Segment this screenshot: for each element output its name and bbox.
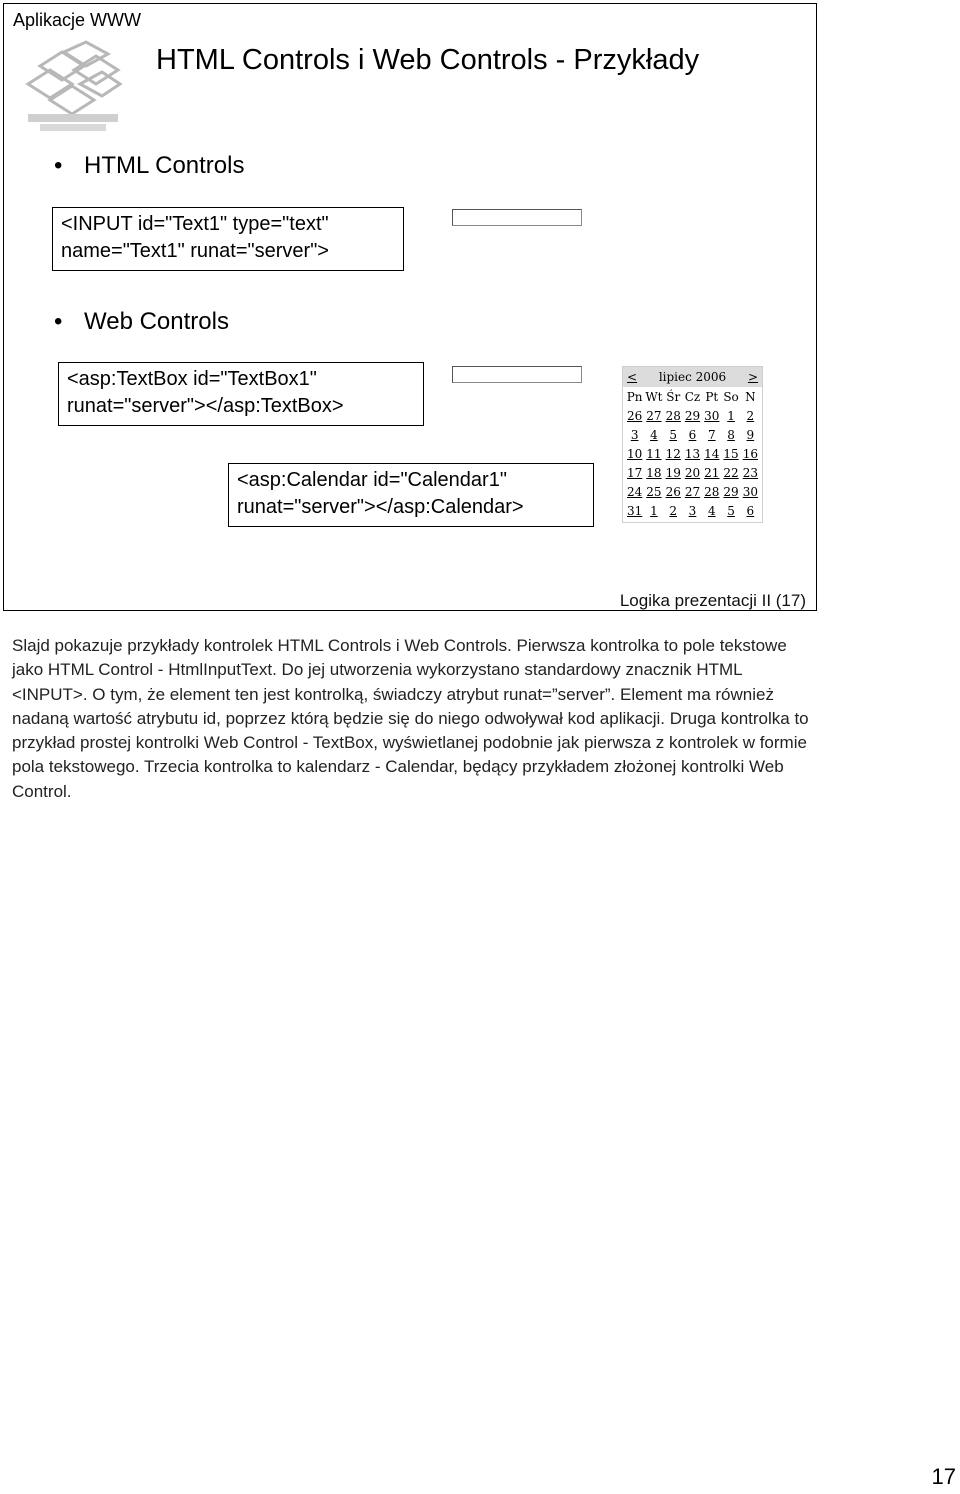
web-textbox-input[interactable] [452, 366, 582, 383]
calendar-day-link[interactable]: 16 [742, 447, 758, 461]
notes-paragraph: Slajd pokazuje przykłady kontrolek HTML Controls i Web Controls. Pierwsza kontrolka to pole tekstowe jako HTML Control - HtmlInputText. Do jej utworzenia wykorzystano standardowy znacznik HTML <INPUT>. O tym, że element ten jest kontrolką, świadczy atrybut runat=”server”. Element ma również nadaną wartość atrybutu id, poprzez którą będzie się do niego odwoływał kod aplikacji. Druga kontrolka to przykład prostej kontrolki Web Control - TextBox, wyświetlanej podobnie jak pierwsza z kontrolek w formie pola tekstowego. Trzecia kontrolka to kalendarz - Calendar, będący przykładem złożonej kontrolki Web Control. [12, 636, 809, 801]
calendar-day-link[interactable]: 2 [746, 409, 755, 423]
bullet-dot-icon: • [54, 308, 63, 335]
calendar-day-link[interactable]: 14 [704, 447, 720, 461]
calendar-day-link[interactable]: 6 [688, 428, 697, 442]
calendar-next-link[interactable]: > [747, 370, 758, 384]
calendar-day-link[interactable]: 5 [727, 504, 735, 518]
calendar-day-link[interactable]: 23 [742, 466, 758, 480]
calendar-day-link[interactable]: 15 [723, 447, 739, 461]
page-number: 17 [931, 1464, 956, 1489]
calendar-day-link[interactable]: 2 [669, 504, 678, 518]
calendar-day-link[interactable]: 4 [650, 428, 658, 442]
calendar-day-link[interactable]: 17 [627, 466, 643, 480]
calendar-day-link[interactable]: 27 [646, 409, 662, 423]
calendar-day-link[interactable]: 26 [627, 409, 643, 423]
code-box-calendar: <asp:Calendar id="Calendar1" runat="server"></asp:Calendar> [228, 463, 594, 527]
calendar-day-link[interactable]: 10 [627, 447, 643, 461]
calendar-day-link[interactable]: 3 [688, 504, 697, 518]
calendar-weekday: So [723, 390, 739, 404]
calendar-day-link[interactable]: 12 [665, 447, 681, 461]
calendar-day-link[interactable]: 1 [650, 504, 658, 518]
calendar-day-link[interactable]: 20 [684, 466, 701, 480]
university-logo-icon [20, 40, 126, 134]
calendar-day-link[interactable]: 1 [727, 409, 735, 423]
calendar-grid [623, 387, 762, 522]
calendar-day-link[interactable]: 29 [723, 485, 739, 499]
calendar-weekday: Cz [684, 390, 701, 404]
calendar [622, 366, 763, 523]
calendar-day-link[interactable]: 28 [665, 409, 681, 423]
calendar-day-link[interactable]: 8 [727, 428, 735, 442]
calendar-prev-link[interactable]: < [627, 370, 638, 384]
calendar-day-link[interactable]: 27 [684, 485, 701, 499]
calendar-day-link[interactable]: 24 [627, 485, 643, 499]
calendar-day-link[interactable]: 30 [742, 485, 758, 499]
calendar-day-link[interactable]: 25 [646, 485, 662, 499]
calendar-day-link[interactable]: 30 [704, 409, 720, 423]
calendar-day-link[interactable]: 29 [684, 409, 701, 423]
calendar-day-link[interactable]: 28 [704, 485, 720, 499]
calendar-day-link[interactable]: 18 [646, 466, 662, 480]
html-text-input[interactable] [452, 209, 582, 226]
calendar-day-link[interactable]: 3 [630, 428, 639, 442]
calendar-day-link[interactable]: 13 [684, 447, 701, 461]
calendar-weekday: N [745, 390, 756, 404]
calendar-day-link[interactable]: 9 [746, 428, 755, 442]
code-box-textbox: <asp:TextBox id="TextBox1" runat="server"></asp:TextBox> [58, 362, 424, 426]
calendar-day-link[interactable]: 5 [669, 428, 678, 442]
bullet-web-controls: • Web Controls [54, 308, 229, 335]
calendar-month-label: lipiec 2006 [658, 370, 727, 384]
calendar-weekday: Wt [645, 390, 663, 404]
calendar-weekday: Pt [705, 390, 719, 404]
calendar-day-link[interactable]: 11 [646, 447, 662, 461]
calendar-day-link[interactable]: 7 [707, 428, 716, 442]
calendar-day-link[interactable]: 26 [665, 485, 681, 499]
calendar-header [623, 367, 762, 387]
slide-title: HTML Controls i Web Controls - Przykłady [156, 44, 700, 76]
calendar-day-link[interactable]: 22 [723, 466, 739, 480]
calendar-day-link[interactable]: 19 [665, 466, 681, 480]
calendar-day-link[interactable]: 6 [746, 504, 755, 518]
header-label: Aplikacje WWW [13, 10, 142, 30]
calendar-weekday: Pn [626, 390, 643, 404]
calendar-day-link[interactable]: 4 [707, 504, 716, 518]
calendar-day-link[interactable]: 21 [704, 466, 720, 480]
calendar-weekday: Śr [666, 390, 681, 404]
code-box-html-input: <INPUT id="Text1" type="text" name="Text1" runat="server"> [52, 207, 404, 271]
slide [3, 3, 817, 611]
bullet-dot-icon: • [54, 152, 63, 179]
bullet-html-controls: • HTML Controls [54, 152, 245, 179]
calendar-day-link[interactable]: 31 [627, 504, 643, 518]
slide-footer: Logika prezentacji II (17) [619, 591, 806, 610]
